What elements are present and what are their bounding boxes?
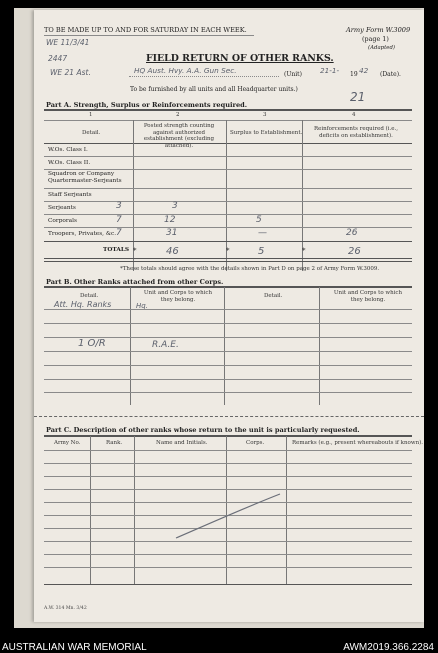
part-c-bottom-rule (44, 584, 412, 585)
totals-rule (44, 258, 412, 259)
part-c-header-army-no: Army No. (54, 440, 81, 446)
handwritten-year: 42 (359, 66, 369, 75)
row-rule (44, 392, 412, 393)
row-rule (44, 241, 412, 242)
row-rule (44, 351, 412, 352)
handwritten-date: 21-1- (320, 66, 340, 75)
totals-reinforcements: 26 (348, 246, 361, 257)
unit-dotted-line (129, 76, 279, 77)
row-rule (44, 188, 412, 189)
col-number-4: 4 (352, 112, 356, 118)
handwritten-attached-unit: Hq. (136, 302, 148, 310)
row-label: Serjeants (48, 205, 76, 211)
row-label: W.Os. Class I. (48, 147, 88, 153)
totals-label: TOTALS (103, 247, 130, 253)
row-rule (44, 379, 412, 380)
corporals-posted: 12 (164, 215, 176, 225)
row-rule (44, 169, 412, 170)
unit-label: (Unit) (284, 71, 302, 78)
serjeants-margin: 3 (116, 201, 122, 211)
row-rule (44, 450, 412, 451)
print-code: A.W. 314 Mn. 3/42 (44, 606, 87, 611)
part-c-vline (90, 436, 91, 584)
row-rule (44, 365, 412, 366)
row-rule (44, 489, 412, 490)
footer-credit: AUSTRALIAN WAR MEMORIAL (2, 642, 147, 653)
furnished-note: To be furnished by all units and all Headquarter units.) (130, 86, 298, 93)
handwritten-top-line-2: 2447 (48, 54, 68, 63)
row-label: Squadron or Company Quartermaster-Serjeants (48, 171, 122, 184)
row-label: Staff Serjeants (48, 192, 92, 198)
part-a-footnote: *These totals should agree with the details shown in Part D on page 2 of Army Form W.3009. (120, 266, 380, 272)
corporals-surplus: 5 (256, 215, 262, 225)
handwritten-entry-detail: 1 O/R (78, 338, 106, 349)
col-number-3: 3 (263, 112, 267, 118)
footer-accession-number: AWM2019.366.2284 (343, 642, 434, 653)
part-c-vline (286, 436, 287, 584)
part-b-vline (224, 287, 225, 405)
totals-posted: 46 (166, 246, 179, 257)
part-c-header-corps: Corps. (246, 440, 265, 446)
part-c-title: Part C. Description of other ranks whose return to the unit is particularly requested. (46, 426, 360, 434)
header-surplus: Surplus to Establishment. (230, 130, 303, 136)
part-b-header-detail-2: Detail. (264, 293, 283, 299)
col-number-1: 1 (89, 112, 93, 118)
row-rule (44, 463, 412, 464)
header-instruction: TO BE MADE UP TO AND FOR SATURDAY IN EACH WEEK. (44, 26, 247, 34)
row-rule (44, 554, 412, 555)
row-rule (44, 567, 412, 568)
part-b-header-unit-2: Unit and Corps to which they belong. (333, 290, 403, 303)
pencil-strike-mark (174, 492, 284, 542)
handwritten-top-line-1: WE 11/3/41 (46, 38, 90, 47)
troopers-reinforcements: 26 (346, 228, 358, 238)
troopers-margin: 7 (116, 228, 122, 238)
handwritten-top-line-3: WE 21 Ast. (50, 68, 91, 77)
form-page: (page 1) (362, 35, 389, 43)
form-adapted: (Adapted) (368, 45, 396, 51)
totals-surplus: 5 (258, 246, 265, 257)
part-c-vline (134, 436, 135, 584)
handwritten-number: 21 (350, 90, 366, 104)
row-label: W.Os. Class II. (48, 160, 91, 166)
totals-star: * (226, 247, 230, 255)
row-label: Troopers, Privates, &c. (48, 231, 117, 237)
handwritten-entry-unit: R.A.E. (152, 340, 179, 350)
part-a-colnum-rule (44, 120, 412, 121)
row-rule (44, 214, 412, 215)
part-b-vline (130, 287, 131, 405)
part-c-header-name: Name and Initials. (156, 440, 208, 446)
totals-star: * (302, 247, 306, 255)
troopers-posted: 31 (166, 228, 178, 238)
corporals-margin: 7 (116, 215, 122, 225)
year-prefix: 19 (350, 71, 358, 78)
part-b-vline (319, 287, 320, 405)
row-rule (44, 323, 412, 324)
header-posted-strength: Posted strength counting against authorized establishment (excluding attached). (143, 123, 215, 149)
part-c-header-rank: Rank. (106, 440, 123, 446)
form-number: Army Form W.3009 (346, 26, 411, 34)
part-a-top-rule (44, 109, 412, 111)
col-number-2: 2 (176, 112, 180, 118)
handwritten-attached: Att. Hq. Ranks (54, 300, 112, 309)
serjeants-posted: 3 (172, 201, 178, 211)
header-detail: Detail. (82, 130, 101, 136)
row-label: Corporals (48, 218, 77, 224)
footer-bar (0, 632, 438, 653)
totals-star: * (133, 247, 137, 255)
part-b-header-unit: Unit and Corps to which they belong. (143, 290, 213, 303)
header-underline (44, 35, 254, 36)
totals-double-rule (44, 261, 412, 262)
part-b-title: Part B. Other Ranks attached from other Corps. (46, 278, 224, 286)
part-a-title: Part A. Strength, Surplus or Reinforcements required. (46, 101, 248, 109)
troopers-surplus: — (258, 228, 267, 238)
row-rule (44, 476, 412, 477)
date-label: (Date). (380, 71, 401, 78)
part-b-top-rule (44, 286, 412, 288)
form-sheet (34, 10, 424, 622)
part-c-header-remarks: Remarks (e.g., present whereabouts if known). (292, 440, 424, 446)
form-title: FIELD RETURN OF OTHER RANKS. (146, 53, 334, 64)
part-a-header-rule (44, 143, 412, 144)
row-rule (44, 201, 412, 202)
part-c-top-rule (44, 435, 412, 437)
row-rule (44, 309, 412, 310)
header-reinforcements: Reinforcements required (i.e., deficits on establishment). (313, 126, 399, 139)
part-b-header-detail: Detail. (80, 293, 99, 299)
row-rule (44, 156, 412, 157)
perforation-line (34, 416, 424, 417)
handwritten-unit: HQ Aust. Hvy. A.A. Gun Sec. (134, 66, 237, 75)
